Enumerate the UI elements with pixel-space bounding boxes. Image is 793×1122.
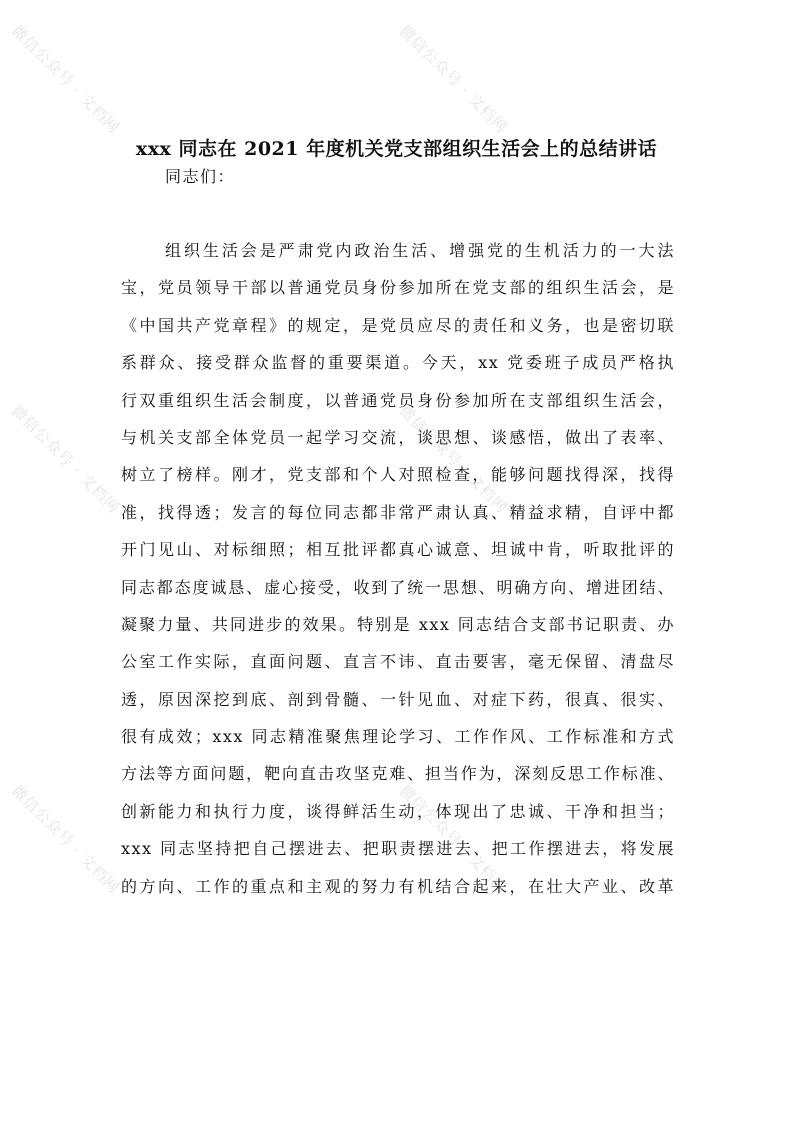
greeting	[121, 158, 675, 195]
watermark-text: 微信公众号 · 文档网	[395, 21, 512, 137]
watermark-text: 微信公众号 · 文档网	[395, 401, 512, 517]
paragraph-line: 系群众、接受群众监督的重要渠道。今天，xx 党委班子成员严格执	[121, 353, 675, 373]
paragraph-line: 《中国共产党章程》的规定，是党员应尽的责任和义务，也是密切联	[121, 315, 675, 335]
paragraph-line: 凝聚力量、共同进步的效果。特别是 xxx 同志结合支部书记职责、办	[121, 614, 675, 634]
paragraph-line: 公室工作实际，直面问题、直言不讳、直击要害，毫无保留、清盘尽	[121, 652, 675, 672]
paragraph-line: 开门见山、对标细照；相互批评都真心诚意、坦诚中肯，听取批评的	[121, 540, 675, 560]
document-title: xxx 同志在 2021 年度机关党支部组织生活会上的总结讲话	[135, 138, 658, 160]
paragraph-line: 准，找得透；发言的每位同志都非常严肃认真、精益求精，自评中都	[121, 502, 675, 522]
paragraph-line: 与机关支部全体党员一起学习交流，谈思想、谈感悟，做出了表率、	[121, 427, 675, 447]
body-paragraph	[121, 232, 675, 905]
watermark-text: 微信公众号 · 文档网	[7, 781, 124, 897]
watermark-text: 微信公众号 · 文档网	[395, 781, 512, 897]
paragraph-line: xxx 同志坚持把自己摆进去、把职责摆进去、把工作摆进去，将发展	[121, 839, 675, 859]
paragraph-line: 树立了榜样。刚才，党支部和个人对照检查，能够问题找得深，找得	[121, 465, 675, 485]
watermark-text: 微信公众号 · 文档网	[7, 401, 124, 517]
paragraph-line: 很有成效；xxx 同志精准聚焦理论学习、工作作风、工作标准和方式	[121, 727, 675, 747]
paragraph-line: 方法等方面问题，靶向直击攻坚克难、担当作为，深刻反思工作标准、	[121, 764, 675, 784]
paragraph-line: 同志都态度诚恳、虚心接受，收到了统一思想、明确方向、增进团结、	[121, 577, 675, 597]
paragraph-line: 组织生活会是严肃党内政治生活、增强党的生机活力的一大法	[165, 241, 675, 260]
paragraph-line: 创新能力和执行力度，谈得鲜活生动，体现出了忠诚、干净和担当；	[121, 801, 675, 821]
paragraph-line: 透，原因深挖到底、剖到骨髓、一针见血、对症下药，很真、很实、	[121, 689, 675, 709]
paragraph-line: 的方向、工作的重点和主观的努力有机结合起来，在壮大产业、改革	[121, 876, 675, 896]
paragraph-line: 行双重组织生活会制度，以普通党员身份参加所在支部组织生活会，	[121, 390, 675, 410]
greeting-text: 同志们：	[165, 167, 236, 186]
paragraph-line: 宝，党员领导干部以普通党员身份参加所在党支部的组织生活会，是	[121, 278, 675, 298]
watermark-text: 微信公众号 · 文档网	[7, 21, 124, 137]
